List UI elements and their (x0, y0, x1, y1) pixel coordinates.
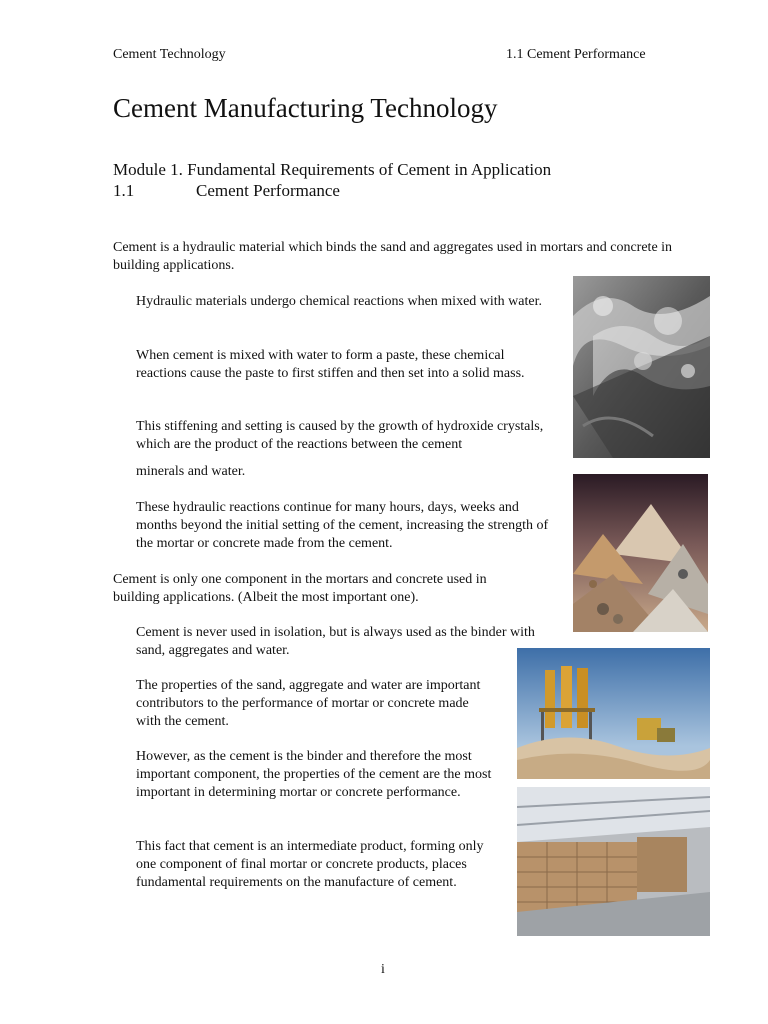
cement-bag-warehouse-photo (517, 787, 710, 936)
cement-plant-silos-photo (517, 648, 710, 779)
cement-crystals-micrograph (573, 276, 710, 458)
paragraph-never-isolation: Cement is never used in isolation, but is always used as the binder with sand, aggregates and water. (136, 625, 535, 658)
paragraph-one-component: Cement is only one component in the mortars and concrete used in building applications. (Albeit the most important one). (113, 572, 487, 605)
paragraph-hydroxide-crystals: This stiffening and setting is caused by the growth of hydroxide crystals, which are the product of the reactions between the cement (136, 419, 544, 452)
paragraph-binder-importance: However, as the cement is the binder and therefore the most important component, the properties of the cement are the most important in determining mortar or concrete performance. (136, 749, 492, 800)
paragraph-minerals-water: minerals and water. (136, 464, 246, 479)
paragraph-reactions-continue: These hydraulic reactions continue for many hours, days, weeks and months beyond the initial setting of the cement, increasing the strength of the mortar or concrete made from the cement. (136, 500, 549, 551)
paragraph-hydraulic-materials: Hydraulic materials undergo chemical reactions when mixed with water. (136, 294, 542, 309)
aggregate-piles-photo (573, 474, 708, 632)
paragraph-intermediate-product: This fact that cement is an intermediate product, forming only one component of final mortar or concrete products, places fundamental requirements on the manufacture of cement. (136, 839, 484, 890)
document-title: Cement Manufacturing Technology (113, 93, 498, 123)
header-left: Cement Technology (113, 47, 226, 62)
section-title: Cement Performance (196, 181, 340, 200)
page-number: i (381, 962, 385, 977)
paragraph-intro: Cement is a hydraulic material which binds the sand and aggregates used in mortars and concrete in building applications. (113, 240, 673, 273)
paragraph-sand-aggregate: The properties of the sand, aggregate and water are important contributors to the performance of mortar or concrete made with the cement. (136, 678, 481, 729)
section-number: 1.1 (113, 181, 135, 200)
module-heading: Module 1. Fundamental Requirements of Cement in Application (113, 160, 552, 179)
header-right: 1.1 Cement Performance (506, 47, 646, 62)
paragraph-paste-reaction: When cement is mixed with water to form a paste, these chemical reactions cause the paste to first stiffen and then set into a solid mass. (136, 348, 525, 381)
